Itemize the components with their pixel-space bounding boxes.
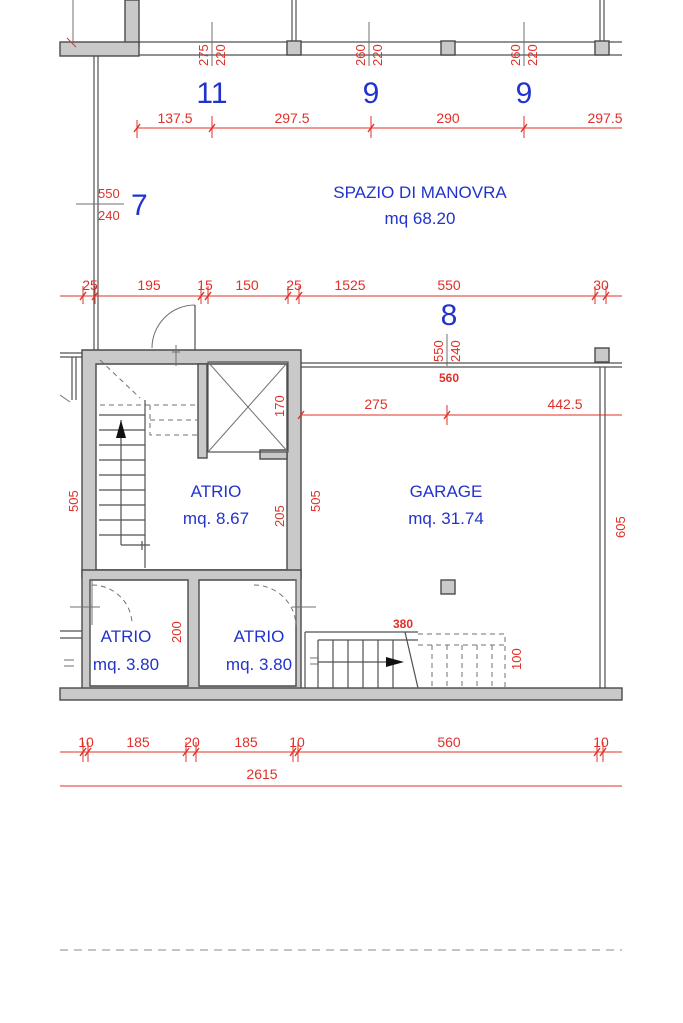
dim-20: 20 (184, 734, 200, 750)
p7-number: 7 (131, 189, 148, 222)
atrio-right-label (226, 624, 292, 674)
dim-200: 200 (169, 621, 184, 643)
dim-15: 15 (197, 277, 213, 293)
dim-25-a: 25 (82, 277, 98, 293)
dim-185-b: 185 (234, 734, 258, 750)
atrio-main-label (183, 482, 249, 528)
parking-9b (508, 22, 540, 110)
top-dimension-row (134, 110, 623, 138)
building-walls (60, 348, 622, 700)
garage-area: mq. 31.74 (408, 509, 484, 528)
dim-25-b: 25 (286, 277, 302, 293)
p8-top: 550 (431, 340, 446, 362)
middle-dimension-row (60, 277, 622, 304)
dim-137-5: 137.5 (157, 110, 193, 126)
dim-10-c: 10 (593, 734, 609, 750)
atrio-right-door (254, 580, 316, 625)
atrio-right-area: mq. 3.80 (225, 655, 293, 674)
p9b-number: 9 (515, 77, 533, 110)
dim-505-mid: 505 (308, 490, 323, 512)
dim-205: 205 (272, 505, 287, 527)
p9a-top: 260 (353, 44, 368, 66)
parking-8 (431, 299, 463, 366)
atrio-left-label (93, 624, 159, 674)
dim-195: 195 (137, 277, 161, 293)
dim-605: 605 (613, 516, 628, 538)
dim-380: 380 (392, 617, 414, 631)
dim-30: 30 (593, 277, 609, 293)
spazio-area: mq 68.20 (384, 209, 456, 228)
dim-150: 150 (235, 277, 259, 293)
dim-10-a: 10 (78, 734, 94, 750)
staircase (99, 360, 198, 568)
spazio-di-manovra (333, 183, 507, 228)
dim-275: 275 (364, 396, 388, 412)
bottom-dimension-row (60, 734, 622, 786)
p11-bottom: 220 (213, 44, 228, 66)
atrio-left-area: mq. 3.80 (92, 655, 160, 674)
p7-top: 550 (98, 186, 120, 201)
garage-stair (305, 632, 505, 688)
dim-170: 170 (272, 395, 287, 417)
p11-number: 11 (196, 77, 228, 110)
p9a-number: 9 (362, 77, 380, 110)
atrio-right-name: ATRIO (233, 627, 285, 646)
dim-560-bottom: 560 (437, 734, 461, 750)
p8-bottom: 240 (448, 340, 463, 362)
dim-550: 550 (437, 277, 461, 293)
atrio-left-name: ATRIO (100, 627, 152, 646)
spazio-name: SPAZIO DI MANOVRA (333, 183, 507, 202)
p9b-bottom: 220 (525, 44, 540, 66)
dim-185-a: 185 (126, 734, 150, 750)
dim-100: 100 (509, 648, 524, 670)
parking-7 (76, 186, 148, 223)
dim-2615: 2615 (246, 766, 278, 782)
p7-bottom: 240 (98, 208, 120, 223)
p8-number: 8 (440, 299, 458, 332)
atrio-main-name: ATRIO (190, 482, 242, 501)
dim-297-5-a: 297.5 (274, 110, 310, 126)
p9b-top: 260 (508, 44, 523, 66)
dim-560-top: 560 (438, 371, 460, 385)
garage-label (408, 482, 484, 528)
p9a-bottom: 220 (370, 44, 385, 66)
dim-10-b: 10 (289, 734, 305, 750)
parking-9a (353, 22, 385, 110)
garage-dimension-row (298, 371, 622, 631)
dim-297-5-b: 297.5 (587, 110, 623, 126)
parking-11 (196, 22, 228, 110)
atrio-left-door (64, 580, 132, 666)
dim-442-5: 442.5 (547, 396, 583, 412)
atrio-main-area: mq. 8.67 (182, 509, 250, 528)
dim-290: 290 (436, 110, 460, 126)
p11-top: 275 (196, 44, 211, 66)
dim-505-left: 505 (66, 490, 81, 512)
dim-1525: 1525 (334, 277, 366, 293)
garage-name: GARAGE (409, 482, 483, 501)
